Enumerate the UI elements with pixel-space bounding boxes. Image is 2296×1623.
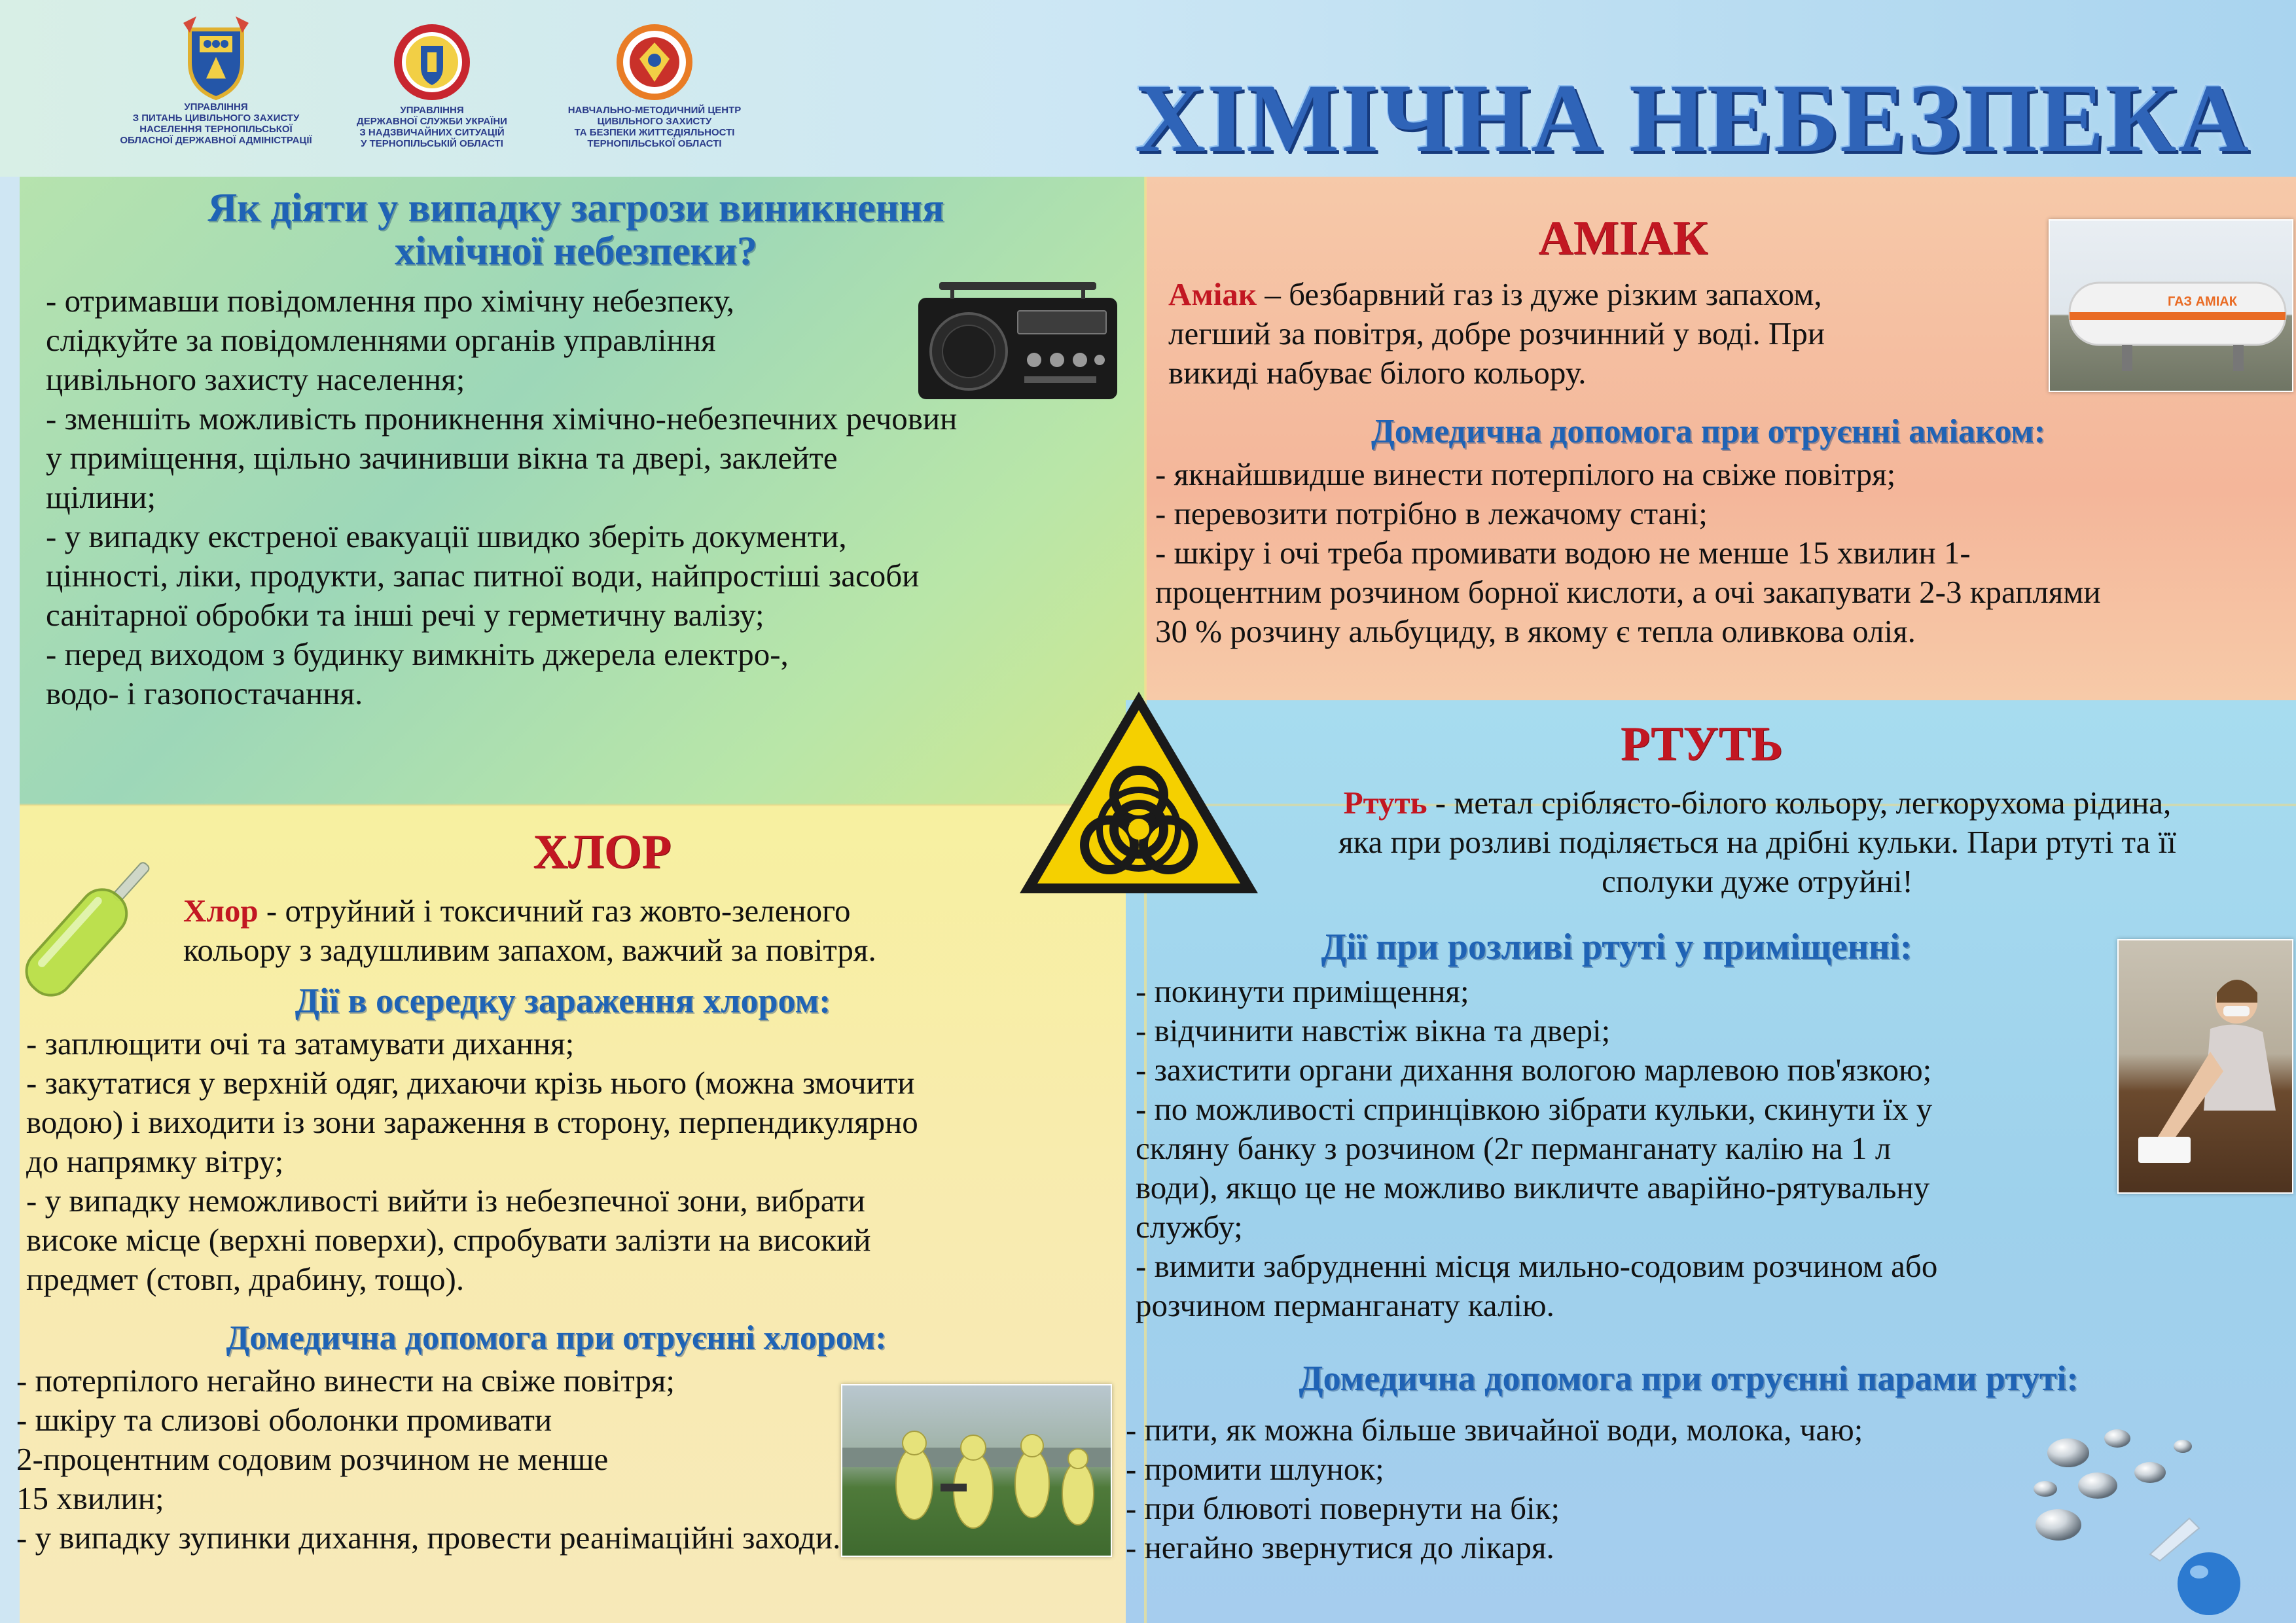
chlorine-ampoule-icon	[20, 847, 190, 1018]
text-line: 15 хвилин;	[16, 1480, 164, 1516]
chlorine-actions-text	[26, 1024, 918, 1299]
text-line: процентним розчином борної кислоти, а очі закапувати 2-3 краплями	[1155, 574, 2101, 610]
text-line: щілини;	[46, 479, 156, 515]
caption-line: ЦИВІЛЬНОГО ЗАХИСТУ	[597, 116, 712, 127]
tank-icon	[2050, 221, 2292, 391]
caption-line: ТА БЕЗПЕКИ ЖИТТЄДІЯЛЬНОСТІ	[574, 127, 735, 138]
logo-3	[517, 20, 792, 149]
text-line: - у випадку екстреної евакуації швидко зберіть документи,	[46, 518, 847, 554]
text-line: - закутатися у верхній одяг, дихаючи крізь нього (можна змочити	[26, 1065, 915, 1101]
caption-line: НАСЕЛЕННЯ ТЕРНОПІЛЬСЬКОЇ	[139, 124, 293, 135]
text-line: слідкуйте за повідомленнями органів управління	[46, 322, 716, 358]
text-line: водо- і газопостачання.	[46, 675, 363, 711]
text-line: - вимити забрудненні місця мильно-содовим розчином або	[1136, 1248, 1938, 1284]
chlorine-lead: Хлор	[183, 893, 259, 929]
ammonia-tank-photo	[2049, 219, 2293, 392]
cleaning-girl-photo	[2117, 939, 2293, 1194]
mercury-description	[1244, 783, 2271, 901]
text-line: - отримавши повідомлення про хімічну небезпеку,	[46, 283, 735, 319]
text-line: цінності, ліки, продукти, запас питної води, найпростіші засоби	[46, 558, 920, 594]
text-line: – безбарвний газ із дуже різким запахом,	[1257, 276, 1822, 312]
caption-line: ДЕРЖАВНОЇ СЛУЖБИ УКРАЇНИ	[357, 116, 507, 127]
text-line: - захистити органи дихання вологою марлевою пов'язкою;	[1136, 1052, 1932, 1088]
text-line: - шкіру і очі треба промивати водою не менше 15 хвилин 1-	[1155, 535, 1971, 571]
text-line: яка при розливі поділяється на дрібні кульки. Пари ртуті та її	[1338, 824, 2176, 860]
text-line: - промити шлунок;	[1126, 1451, 1384, 1487]
text-line: - у випадку неможливості вийти із небезпечної зони, вибрати	[26, 1183, 865, 1219]
text-line: у приміщення, щільно зачинивши вікна та двері, заклейте	[46, 440, 838, 476]
radio-receiver-icon	[913, 278, 1122, 402]
caption-line: ТЕРНОПІЛЬСЬКОЇ ОБЛАСТІ	[587, 138, 722, 149]
mercury-droplets-icon	[2019, 1420, 2242, 1616]
text-line: - відчинити навстіж вікна та двері;	[1136, 1012, 1611, 1048]
title-line: хімічної небезпеки?	[395, 229, 757, 274]
text-line: - пити, як можна більше звичайної води, молока, чаю;	[1126, 1412, 1863, 1448]
text-line: 30 % розчину альбуциду, в якому є тепла оливкова олія.	[1155, 613, 1916, 649]
hazmat-team-photo	[841, 1384, 1112, 1557]
text-line: високе місце (верхні поверхи), спробувати залізти на високий	[26, 1222, 871, 1258]
caption-line: З ПИТАНЬ ЦИВІЛЬНОГО ЗАХИСТУ	[132, 113, 300, 124]
logo-caption	[517, 105, 792, 149]
text-line: - негайно звернутися до лікаря.	[1126, 1529, 1554, 1565]
text-line: - заплющити очі та затамувати дихання;	[26, 1026, 575, 1061]
text-line: - у випадку зупинки дихання, провести реанімаційні заходи.	[16, 1520, 841, 1556]
text-line: сполуки дуже отруйні!	[1602, 863, 1913, 899]
biohazard-icon	[1014, 684, 1263, 900]
text-line: - перед виходом з будинку вимкніть джерела електро-,	[46, 636, 789, 672]
ammonia-aid-title: Домедична допомога при отруєнні аміаком:	[1371, 413, 2046, 450]
text-line: водою) і виходити із зони зараження в сторону, перпендикулярно	[26, 1104, 918, 1140]
mercury-actions-title: Дії при розливі ртуті у приміщенні:	[1321, 927, 1912, 967]
title-line: Як діяти у випадку загрози виникнення	[207, 186, 944, 230]
text-line: викиді набуває білого кольору.	[1168, 355, 1587, 391]
text-line: - при блювоті повернути на бік;	[1126, 1490, 1560, 1526]
training-center-emblem-icon	[612, 20, 697, 105]
girl-cleaning-icon	[2119, 940, 2292, 1192]
caption-line: УПРАВЛІННЯ	[400, 105, 464, 116]
text-line: цивільного захисту населення;	[46, 361, 465, 397]
chlorine-description	[183, 891, 876, 970]
mercury-actions-text	[1136, 972, 1937, 1325]
text-line: - зменшіть можливість проникнення хімічно-небезпечних речовин	[46, 401, 958, 437]
divider	[1144, 177, 1147, 1623]
text-line: - по можливості спринцівкою зібрати кульки, скинути їх у	[1136, 1091, 1933, 1127]
text-line: розчином перманганату калію.	[1136, 1287, 1554, 1323]
caption-line: ОБЛАСНОЇ ДЕРЖАВНОЇ АДМІНІСТРАЦІЇ	[120, 135, 312, 146]
text-line: - отруйний і токсичний газ жовто-зеленого	[258, 893, 851, 929]
text-line: санітарної обробки та інші речі у герметичну валізу;	[46, 597, 764, 633]
ammonia-title: АМІАК	[1538, 211, 1708, 265]
caption-line: У ТЕРНОПІЛЬСЬКІЙ ОБЛАСТІ	[361, 138, 503, 149]
mercury-aid-title: Домедична допомога при отруєнні парами ртуті:	[1299, 1359, 2079, 1398]
page-title: ХІМІЧНА НЕБЕЗПЕКА	[1135, 64, 2250, 173]
mercury-lead: Ртуть	[1343, 785, 1427, 821]
mercury-aid-text	[1126, 1410, 1863, 1567]
threat-title	[59, 187, 1093, 273]
threat-text	[46, 281, 957, 713]
ammonia-lead: Аміак	[1168, 276, 1257, 312]
text-line: предмет (стовп, драбину, тощо).	[26, 1261, 465, 1297]
tank-label: ГАЗ АМІАК	[2168, 294, 2237, 309]
emergency-service-emblem-icon	[389, 20, 475, 105]
text-line: - якнайшвидше винести потерпілого на свіже повітря;	[1155, 456, 1896, 492]
text-line: - потерпілого негайно винести на свіже повітря;	[16, 1363, 675, 1399]
chlorine-title: ХЛОР	[533, 825, 672, 879]
mercury-title: РТУТЬ	[1620, 717, 1784, 771]
ammonia-description	[1168, 275, 1825, 393]
regional-coat-of-arms-icon	[173, 16, 259, 101]
caption-line: УПРАВЛІННЯ	[184, 101, 248, 113]
text-line: - покинути приміщення;	[1136, 973, 1469, 1009]
text-line: 2-процентним содовим розчином не менше	[16, 1441, 609, 1477]
chlorine-aid-text	[16, 1361, 840, 1558]
text-line: - метал сріблясто-білого кольору, легкорухома рідина,	[1427, 785, 2172, 821]
hazmat-figures-icon	[842, 1385, 1111, 1556]
caption-line: З НАДЗВИЧАЙНИХ СИТУАЦІЙ	[359, 127, 505, 138]
text-line: скляну банку з розчином (2г перманганату калію на 1 л	[1136, 1130, 1892, 1166]
text-line: службу;	[1136, 1209, 1243, 1245]
chlorine-aid-title: Домедична допомога при отруєнні хлором:	[226, 1319, 887, 1357]
text-line: легший за повітря, добре розчинний у воді. При	[1168, 315, 1825, 351]
text-line: - шкіру та слизові оболонки промивати	[16, 1402, 552, 1438]
text-line: - перевозити потрібно в лежачому стані;	[1155, 495, 1708, 531]
text-line: кольору з задушливим запахом, важчий за повітря.	[183, 932, 876, 968]
text-line: води), якщо це не можливо викличте аварійно-рятувальну	[1136, 1169, 1930, 1205]
chlorine-actions-title: Дії в осередку зараження хлором:	[295, 981, 831, 1020]
ammonia-aid-text	[1155, 455, 2101, 651]
caption-line: НАВЧАЛЬНО-МЕТОДИЧНИЙ ЦЕНТР	[567, 105, 742, 116]
text-line: до напрямку вітру;	[26, 1143, 284, 1179]
